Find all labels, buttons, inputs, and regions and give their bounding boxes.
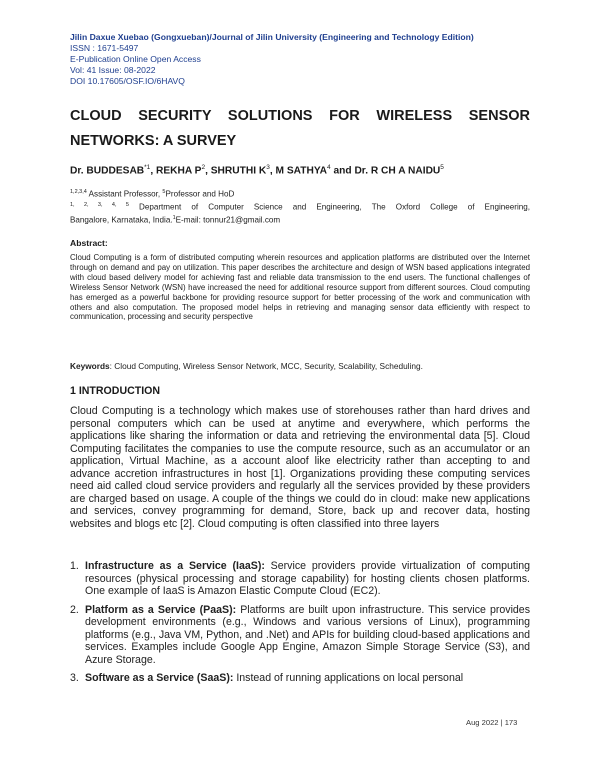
list-number: 3. [70, 672, 79, 684]
abstract-heading: Abstract: [70, 238, 108, 248]
list-term: Infrastructure as a Service (IaaS): [85, 560, 265, 572]
affiliation-department [70, 200, 530, 213]
page-footer: Aug 2022 | 173 [466, 718, 518, 727]
journal-title: Jilin Daxue Xuebao (Gongxueban)/Journal of Jilin University (Engineering and Technology Edition) [70, 32, 474, 42]
author-separator: , [269, 165, 276, 177]
paper-title-line-1: CLOUD SECURITY SOLUTIONS FOR WIRELESS SENSOR [70, 108, 530, 124]
journal-volume: Vol: 41 Issue: 08-2022 [70, 65, 156, 75]
author-mark: 4 [327, 164, 331, 171]
author-name: M SATHYA [275, 165, 328, 177]
affiliation-hod-text: Professor and HoD [165, 189, 235, 199]
journal-access: E-Publication Online Open Access [70, 54, 201, 64]
list-text: Instead of running applications on local personal [233, 672, 464, 684]
journal-issn: ISSN : 1671-5497 [70, 43, 139, 53]
list-number: 1. [70, 560, 79, 572]
author-mark: 2 [201, 164, 206, 171]
author-name: Dr. BUDDESAB [70, 165, 145, 177]
paper-title [70, 104, 530, 154]
affiliation-department-text: Department of Computer Science and Engineering, The Oxford College of Engineering, [128, 202, 530, 212]
affiliation-roles [70, 187, 530, 200]
author-name: Dr. R CH A NAIDU [354, 165, 441, 177]
list-text: Platforms are built upon infrastructure. This service provides development environments (e.g., Windows and various versions of Linux), programming platforms (e.g., Java VM, Python, and .Net) and APIs for building cloud-based applications and services. Examples include Google App Engine, Amazon Simple Storage Service (S3), and Azure Storage. [85, 603, 530, 666]
affiliations [70, 187, 530, 227]
author-name: SHRUTHI K [210, 165, 267, 177]
keywords [70, 361, 530, 371]
affiliation-roles-text: Assistant Professor, [86, 189, 163, 199]
keywords-label: Keywords [70, 361, 110, 371]
author-email: E-mail: tonnur21@gmail.com [175, 216, 281, 226]
list-item [70, 604, 530, 667]
journal-header [70, 32, 540, 87]
author-name: REKHA P [155, 165, 202, 177]
affiliation-address [70, 213, 530, 226]
affiliation-address-text: Bangalore, Karnataka, India. [70, 216, 173, 226]
list-item [70, 560, 530, 598]
affiliation-mark: 1,2,3,4 [70, 189, 87, 195]
affiliation-mark: 1 [172, 215, 176, 222]
introduction-body: Cloud Computing is a technology which makes use of storehouses rather than hard drives and personal computers which can be used at anytime and everywhere, which performs the applications like sharing the information or data and retrieving the environmental data [5]. Cloud Computing facilitates the companies to use the compute resource, such as an accumulator or an application, Virtual Machine, as a account aloof like electricity rather than accepting to and advance accretion infrastructures in host [1]. Organizations providing these computing services need aid called cloud service providers and regularly all the services provided by these providers are charged based on usage. A couple of the things we could do in cloud: make new applications and services, convey programming for demand, Store, back up and recover data, hosting websites and blogs etc [2]. Cloud computing is often classified into three layers [70, 405, 530, 530]
keywords-text: : Cloud Computing, Wireless Sensor Network, MCC, Security, Scalability, Scheduling. [109, 361, 423, 371]
author-separator: , [150, 165, 156, 177]
list-item [70, 672, 530, 685]
author-separator: , [205, 165, 211, 177]
author-mark: 5 [440, 164, 444, 171]
paper-title-line-2: NETWORKS: A SURVEY [70, 133, 237, 149]
journal-doi: DOI 10.17605/OSF.IO/6HAVQ [70, 76, 185, 86]
service-layer-list [70, 560, 530, 691]
author-mark: *1 [144, 164, 151, 171]
section-heading-introduction: 1 INTRODUCTION [70, 385, 161, 397]
author-mark: 3 [266, 164, 270, 171]
abstract-body: Cloud Computing is a form of distributed computing wherein resources and application platforms are distributed over the Internet through on demand and pay on utilization. This paper describes the architecture and design of WSN based applications integrated with cloud based delivery model for achieving fast and reliable data transmission to the end users. The functional challenges of Wireless Sensor Network (WSN) have increased the need for additional resource support from different sources. Cloud computing has emerged as a powerful backbone for providing resource support for better processing of the work and communication with others and also computation. The proposed model helps in retrieving and managing sensor data efficiently with respect to communication, processing and security perspective [70, 253, 530, 322]
author-separator: and [330, 165, 355, 177]
list-term: Software as a Service (SaaS): [85, 672, 234, 684]
affiliation-mark: 1, 2, 3, 4, 5 [70, 202, 129, 209]
author-list [70, 164, 540, 176]
list-term: Platform as a Service (PaaS): [85, 603, 237, 616]
affiliation-mark: 5 [162, 189, 166, 195]
list-text: Service providers provide virtualization of computing resources (physical processing and storage capability) for hosting clients chosen platforms. One example of IaaS is Amazon Elastic Compute Cloud (EC2). [85, 560, 530, 597]
list-number: 2. [70, 603, 79, 616]
